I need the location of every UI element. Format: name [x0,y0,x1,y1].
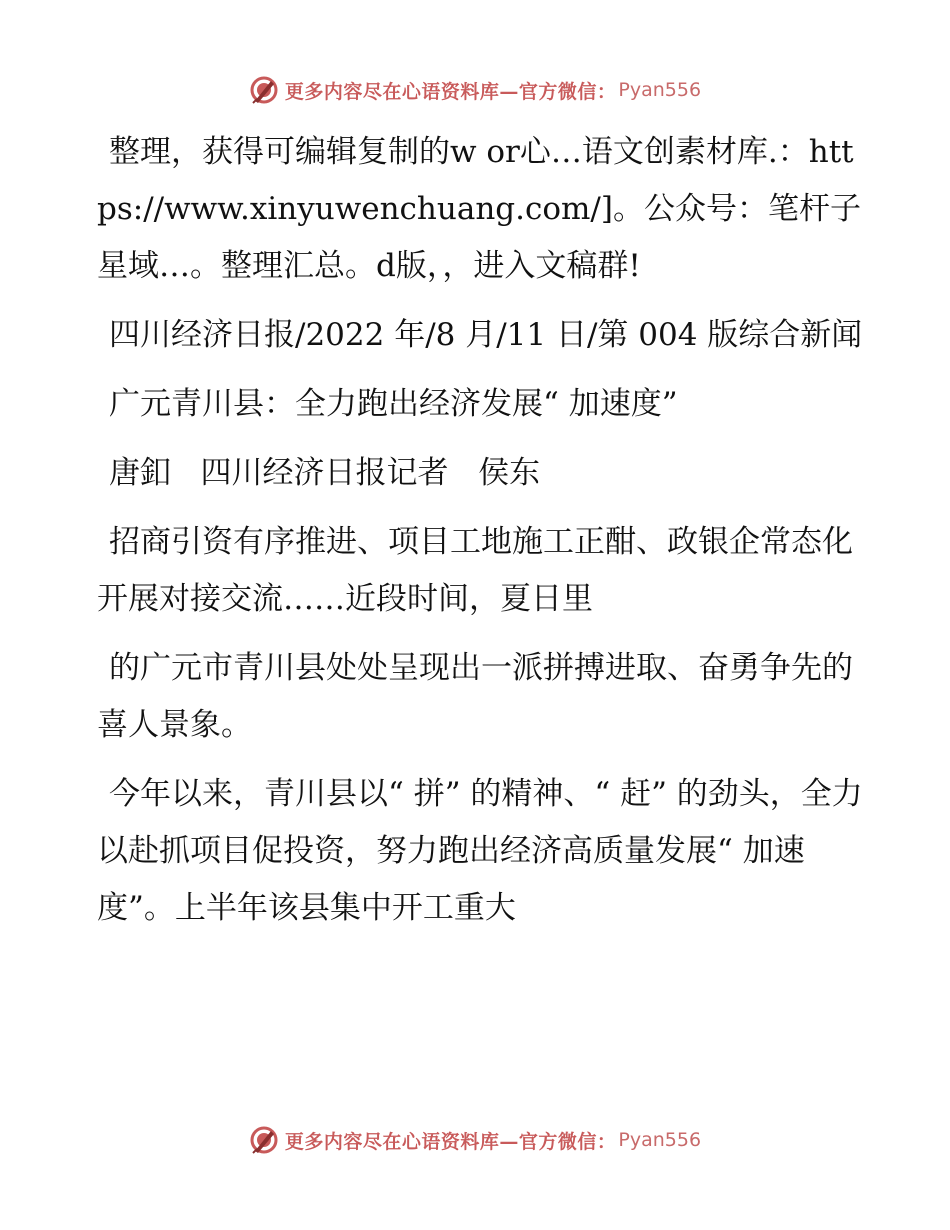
paragraph-intro-text: 整理，获得可编辑复制的w or心…语文创素材库.：https://www.xinyuwenchuang.com/]。公众号：笔杆子星域…。整理汇总。d版，，进入文稿群! [97,134,861,284]
header-banner-wechat: Pyan556 [618,79,702,101]
article-headline-text: 广元青川县：全力跑出经济发展“ 加速度” [109,386,678,422]
quill-seal-logo-icon [249,1125,279,1155]
paragraph-body-3-text: 今年以来，青川县以“ 拼” 的精神、“ 赶” 的劲头，全力以赴抓项目促投资，努力跑出经济高质量发展“ 加速度”。上半年该县集中开工重大 [97,776,863,926]
article-body [97,124,867,949]
paragraph-body-3 [97,766,867,937]
paragraph-body-1 [97,514,867,628]
paragraph-body-2 [97,640,867,754]
article-byline [97,445,867,502]
paragraph-body-2-text: 的广元市青川县处处呈现出一派拼搏进取、奋勇争先的喜人景象。 [97,650,853,743]
paragraph-intro [97,124,867,295]
quill-seal-logo-icon [249,75,279,105]
footer-banner-wechat: Pyan556 [618,1129,702,1151]
article-byline-text: 唐釦 四川经济日报记者 侯东 [109,455,541,491]
footer-banner [0,1120,950,1160]
header-banner-title: 更多内容尽在心语资料库—官方微信： [284,80,617,103]
footer-banner-title: 更多内容尽在心语资料库—官方微信： [284,1130,617,1153]
paragraph-source-text: 四川经济日报/2022 年/8 月/11 日/第 004 版综合新闻 [109,317,863,353]
article-headline [97,376,867,433]
header-banner [0,70,950,110]
paragraph-source [97,307,867,364]
paragraph-body-1-text: 招商引资有序推进、项目工地施工正酣、政银企常态化开展对接交流……近段时间，夏日里 [97,524,853,617]
